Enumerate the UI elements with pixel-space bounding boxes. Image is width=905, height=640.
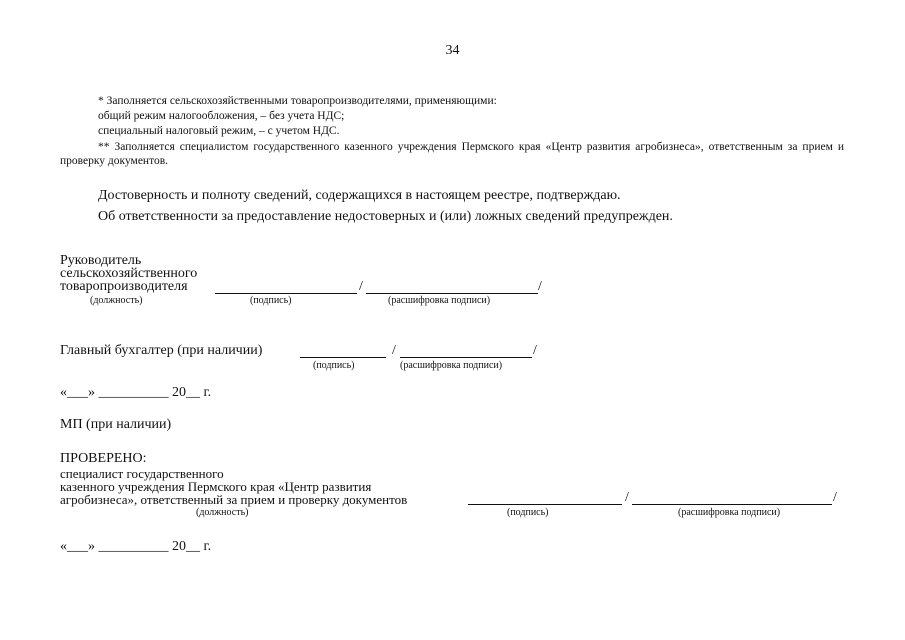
accountant-slash: / [392,343,396,358]
verified-caption-decoding: (расшифровка подписи) [678,507,781,518]
head-caption-decoding: (расшифровка подписи) [388,295,491,306]
date-line-2[interactable]: «___» __________ 20__ г. [60,539,212,554]
accountant-decoding-line[interactable] [400,357,532,358]
head-slash: / [359,279,363,294]
verified-caption-position: (должность) [196,507,249,518]
accountant-caption-decoding: (расшифровка подписи) [400,360,503,371]
head-caption-position: (должность) [90,295,143,306]
verified-slash-end: / [833,490,837,505]
head-title-line-3: товаропроизводителя [60,279,188,294]
verified-line-1: специалист государственного [60,466,224,481]
head-title-line-2: сельскохозяйственного [60,266,198,281]
head-signature-line[interactable] [215,293,357,294]
verified-line-2: казенного учреждения Пермского края «Центр развития [60,479,372,494]
head-slash-end: / [538,279,542,294]
accountant-slash-end: / [533,343,537,358]
date-line-1[interactable]: «___» __________ 20__ г. [60,385,212,400]
head-title-line-1: Руководитель [60,253,142,268]
footnote-line-3: специальный налоговый режим, – с учетом НДС. [98,125,340,137]
certification-line-1: Достоверность и полноту сведений, содержащихся в настоящем реестре, подтверждаю. [98,188,621,203]
certification-line-2: Об ответственности за предоставление недостоверных и (или) ложных сведений предупрежден. [98,209,673,224]
accountant-caption-signature: (подпись) [313,360,355,371]
stamp-label: МП (при наличии) [60,417,172,432]
footnote-line-2: общий режим налогообложения, – без учета НДС; [98,110,345,122]
footnote-line-1: * Заполняется сельскохозяйственными товаропроизводителями, применяющими: [98,95,497,107]
verified-line-3: агробизнеса», ответственный за прием и проверку документов [60,492,408,507]
accountant-title: Главный бухгалтер (при наличии) [60,343,263,358]
head-caption-signature: (подпись) [250,295,292,306]
verified-caption-signature: (подпись) [507,507,549,518]
footnote-line-4: ** Заполняется специалистом государственного казенного учреждения Пермского края «Центр развития агробизнеса», ответственным за прием и проверку документов. [60,141,844,167]
verified-signature-line[interactable] [468,504,622,505]
verified-decoding-line[interactable] [632,504,832,505]
head-decoding-line[interactable] [366,293,538,294]
accountant-signature-line[interactable] [300,357,386,358]
verified-slash: / [625,490,629,505]
verified-heading: ПРОВЕРЕНО: [60,451,147,466]
page-number: 34 [445,43,460,58]
